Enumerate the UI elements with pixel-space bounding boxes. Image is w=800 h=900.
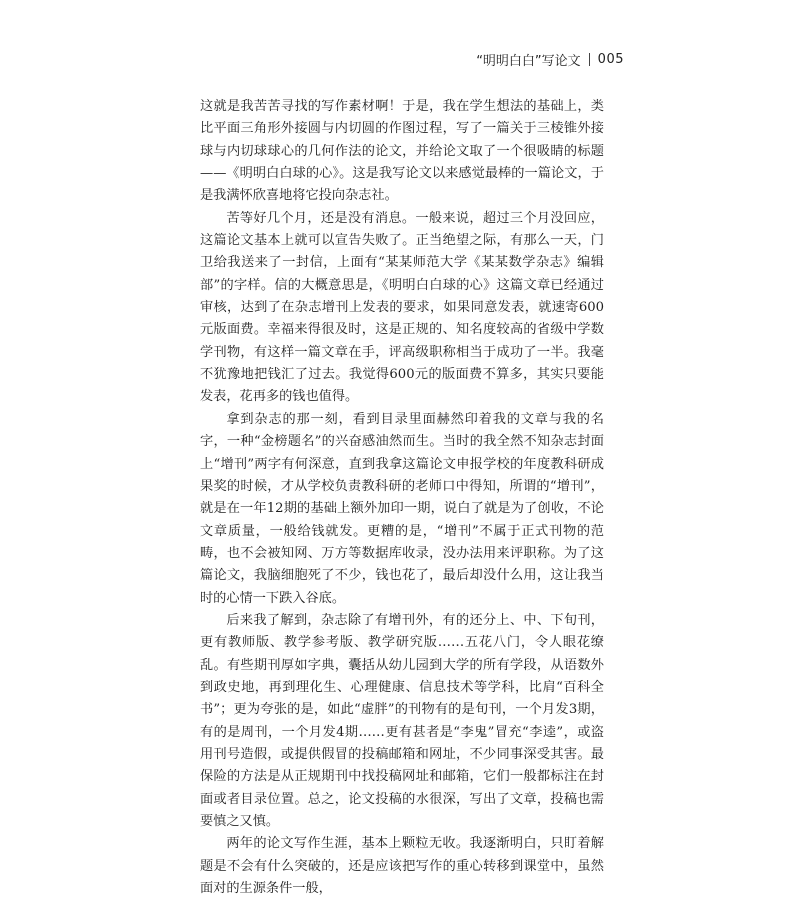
paragraph-1: 这就是我苦苦寻找的写作素材啊！于是，我在学生想法的基础上，类比平面三角形外接圆与内切圆的作图过程，写了一篇关于三棱锥外接球与内切球球心的几何作法的论文，并给论文取了一个很吸睛的标题——《明明白白球的心》。这是我写论文以来感觉最棒的一篇论文，于是我满怀欣喜地将它投向杂志社。 xyxy=(200,99,604,204)
running-header xyxy=(476,50,624,69)
running-header-title: “明明白白”写论文 xyxy=(476,54,581,69)
paragraph-4: 后来我了解到，杂志除了有增刊外，有的还分上、中、下旬刊，更有教师版、教学参考版、教学研究版……五花八门，令人眼花缭乱。有些期刊厚如字典，囊括从幼儿园到大学的所有学段，从语数外到政史地，再到理化生、心理健康、信息技术等学科，比肩“百科全书”；更为夸张的是，如此“虚胖”的刊物有的是旬刊，一个月发3期，有的是周刊，一个月发4期……更有甚者是“李鬼”冒充“李逵”，或盗用刊号造假，或提供假冒的投稿邮箱和网址，不少同事深受其害。最保险的方法是从正规期刊中找投稿网址和邮箱，它们一般都标注在封面或者目录位置。总之，论文投稿的水很深，写出了文章，投稿也需要慎之又慎。 xyxy=(200,612,604,829)
paragraph-5: 两年的论文写作生涯，基本上颗粒无收。我逐渐明白，只盯着解题是不会有什么突破的，还是应该把写作的重心转移到课堂中，虽然面对的生源条件一般， xyxy=(200,836,604,897)
paragraph-2: 苦等好几个月，还是没有消息。一般来说，超过三个月没回应，这篇论文基本上就可以宣告失败了。正当绝望之际，有那么一天，门卫给我送来了一封信，上面有“某某师范大学《某某数学杂志》编辑部”的字样。信的大概意思是，《明明白白球的心》这篇文章已经通过审核，达到了在杂志增刊上发表的要求，如果同意发表，就速寄600元版面费。幸福来得很及时，这是正规的、知名度较高的省级中学数学刊物，有这样一篇文章在手，评高级职称相当于成功了一半。我毫不犹豫地把钱汇了过去。我觉得600元的版面费不算多，其实只要能发表，花再多的钱也值得。 xyxy=(200,210,604,405)
body-text xyxy=(200,96,604,900)
header-divider xyxy=(589,53,590,66)
paragraph-3: 拿到杂志的那一刻，看到目录里面赫然印着我的文章与我的名字，一种“金榜题名”的兴奋感油然而生。当时的我全然不知杂志封面上“增刊”两字有何深意，直到我拿这篇论文申报学校的年度教科研成果奖的时候，才从学校负责教科研的老师口中得知，所谓的“增刊”，就是在一年12期的基础上额外加印一期，说白了就是为了创收，不论文章质量，一般给钱就发。更糟的是，“增刊”不属于正式刊物的范畴，也不会被知网、万方等数据库收录，没办法用来评职称。为了这篇论文，我脑细胞死了不少，钱也花了，最后却没什么用，这让我当时的心情一下跌入谷底。 xyxy=(200,411,604,606)
page-number: 005 xyxy=(597,52,624,67)
